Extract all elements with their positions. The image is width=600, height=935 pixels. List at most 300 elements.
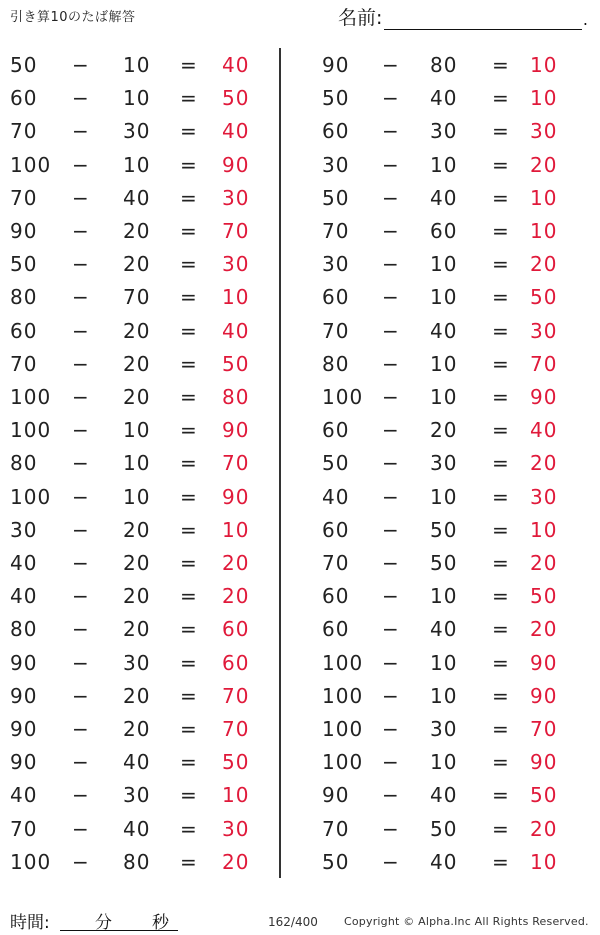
equals-sign: =	[180, 252, 198, 277]
problem-row	[306, 248, 586, 281]
equals-sign: =	[492, 86, 510, 111]
equals-sign: =	[492, 517, 510, 542]
minuend: 90	[10, 750, 38, 775]
problem-row	[0, 215, 280, 248]
subtrahend: 10	[430, 650, 458, 675]
equals-sign: =	[492, 152, 510, 177]
equals-sign: =	[492, 385, 510, 409]
minuend: 90	[10, 219, 38, 243]
equals-sign: =	[492, 650, 510, 675]
problem-row	[0, 580, 280, 613]
subtrahend: 20	[430, 418, 458, 443]
answer: 20	[222, 849, 250, 874]
answer: 90	[530, 750, 558, 775]
problem-row	[306, 315, 586, 348]
minuend: 70	[10, 185, 38, 210]
minus-sign: −	[72, 418, 90, 443]
problem-row	[0, 547, 280, 580]
name-field	[338, 4, 588, 30]
answer: 40	[222, 318, 250, 343]
minus-sign: −	[382, 318, 400, 343]
minus-sign: −	[382, 385, 400, 409]
minus-sign: −	[72, 152, 90, 177]
equals-sign: =	[180, 551, 198, 575]
subtrahend: 20	[123, 351, 151, 376]
subtrahend: 20	[123, 551, 151, 575]
answer: 10	[530, 86, 558, 111]
minus-sign: −	[382, 152, 400, 177]
problem-row	[306, 680, 586, 713]
answer: 10	[530, 517, 558, 542]
subtrahend: 10	[123, 86, 151, 111]
subtrahend: 10	[430, 484, 458, 509]
equals-sign: =	[180, 285, 198, 310]
answer: 90	[222, 484, 250, 509]
problem-row	[306, 481, 586, 514]
minuend: 100	[322, 650, 364, 675]
minuend: 90	[10, 650, 38, 675]
minus-sign: −	[382, 617, 400, 642]
minus-sign: −	[72, 584, 90, 609]
equals-sign: =	[180, 86, 198, 111]
equals-sign: =	[180, 717, 198, 741]
minus-sign: −	[72, 385, 90, 409]
name-end-dot: .	[582, 10, 588, 29]
minuend: 90	[322, 783, 350, 808]
answer: 60	[222, 650, 250, 675]
subtrahend: 10	[430, 285, 458, 310]
minuend: 50	[322, 185, 350, 210]
minuend: 60	[322, 119, 350, 144]
answer: 60	[222, 617, 250, 642]
problem-row	[0, 647, 280, 680]
minuend: 90	[10, 717, 38, 741]
name-blank-line	[384, 7, 582, 30]
problem-row	[306, 82, 586, 115]
answer: 10	[530, 53, 558, 77]
subtrahend: 30	[430, 717, 458, 741]
minus-sign: −	[382, 484, 400, 509]
problem-row	[0, 813, 280, 846]
equals-sign: =	[180, 584, 198, 609]
subtrahend: 60	[430, 219, 458, 243]
minus-sign: −	[382, 783, 400, 808]
minus-sign: −	[382, 86, 400, 111]
answer: 20	[222, 551, 250, 575]
answer: 10	[222, 285, 250, 310]
subtrahend: 80	[430, 53, 458, 77]
answer: 30	[222, 816, 250, 841]
subtrahend: 40	[430, 318, 458, 343]
problem-row	[0, 115, 280, 148]
equals-sign: =	[492, 584, 510, 609]
minus-sign: −	[72, 717, 90, 741]
equals-sign: =	[492, 451, 510, 476]
problem-row	[306, 215, 586, 248]
minus-sign: −	[382, 185, 400, 210]
problem-row	[0, 746, 280, 779]
subtrahend: 30	[123, 783, 151, 808]
equals-sign: =	[492, 252, 510, 277]
answer: 10	[222, 517, 250, 542]
equals-sign: =	[180, 385, 198, 409]
subtrahend: 20	[123, 385, 151, 409]
subtrahend: 10	[430, 683, 458, 708]
minuend: 70	[322, 219, 350, 243]
minuend: 100	[10, 849, 52, 874]
minuend: 100	[322, 717, 364, 741]
equals-sign: =	[180, 185, 198, 210]
answer: 20	[530, 617, 558, 642]
equals-sign: =	[492, 816, 510, 841]
answer: 90	[530, 385, 558, 409]
problem-row	[306, 115, 586, 148]
equals-sign: =	[492, 750, 510, 775]
problem-row	[306, 746, 586, 779]
minuend: 60	[10, 318, 38, 343]
minus-sign: −	[72, 750, 90, 775]
answer: 20	[530, 152, 558, 177]
minus-sign: −	[72, 551, 90, 575]
answer: 50	[222, 351, 250, 376]
minus-sign: −	[72, 119, 90, 144]
copyright-notice: Copyright © Alpha.Inc All Rights Reserved.	[344, 915, 589, 928]
answer: 50	[222, 750, 250, 775]
problem-row	[306, 647, 586, 680]
equals-sign: =	[180, 750, 198, 775]
minus-sign: −	[72, 816, 90, 841]
answer: 20	[530, 551, 558, 575]
equals-sign: =	[492, 285, 510, 310]
minuend: 50	[10, 53, 38, 77]
minuend: 100	[322, 750, 364, 775]
minus-sign: −	[72, 285, 90, 310]
minus-sign: −	[72, 86, 90, 111]
problem-row	[306, 182, 586, 215]
minus-sign: −	[72, 53, 90, 77]
problem-row	[306, 547, 586, 580]
equals-sign: =	[180, 318, 198, 343]
minus-sign: −	[72, 650, 90, 675]
subtrahend: 20	[123, 584, 151, 609]
equals-sign: =	[180, 816, 198, 841]
equals-sign: =	[492, 617, 510, 642]
seconds-label: 秒	[152, 913, 169, 933]
problem-row	[0, 481, 280, 514]
minuend: 100	[322, 385, 364, 409]
minus-sign: −	[72, 351, 90, 376]
problem-row	[0, 182, 280, 215]
equals-sign: =	[492, 219, 510, 243]
minuend: 70	[10, 119, 38, 144]
minus-sign: −	[382, 252, 400, 277]
subtrahend: 20	[123, 517, 151, 542]
subtrahend: 40	[430, 86, 458, 111]
problem-row	[0, 680, 280, 713]
problem-row	[0, 381, 280, 414]
answer: 90	[530, 683, 558, 708]
problem-row	[0, 82, 280, 115]
answer: 30	[530, 484, 558, 509]
subtrahend: 20	[123, 252, 151, 277]
problem-row	[306, 414, 586, 447]
equals-sign: =	[180, 683, 198, 708]
equals-sign: =	[492, 683, 510, 708]
minuend: 50	[322, 451, 350, 476]
equals-sign: =	[492, 318, 510, 343]
subtrahend: 40	[430, 617, 458, 642]
minuend: 70	[322, 551, 350, 575]
subtrahend: 30	[430, 119, 458, 144]
subtrahend: 20	[123, 717, 151, 741]
minus-sign: −	[382, 418, 400, 443]
subtrahend: 40	[123, 750, 151, 775]
minus-sign: −	[72, 318, 90, 343]
subtrahend: 10	[123, 152, 151, 177]
minus-sign: −	[382, 517, 400, 542]
equals-sign: =	[180, 783, 198, 808]
problem-row	[306, 779, 586, 812]
subtrahend: 10	[123, 451, 151, 476]
minus-sign: −	[382, 816, 400, 841]
subtrahend: 30	[123, 119, 151, 144]
minuend: 100	[10, 418, 52, 443]
minuend: 60	[322, 517, 350, 542]
minus-sign: −	[382, 219, 400, 243]
answer: 10	[530, 185, 558, 210]
minuend: 100	[322, 683, 364, 708]
problem-row	[306, 49, 586, 82]
equals-sign: =	[180, 517, 198, 542]
minus-sign: −	[382, 650, 400, 675]
answer: 40	[222, 53, 250, 77]
problem-row	[0, 447, 280, 480]
minuend: 60	[10, 86, 38, 111]
minuend: 70	[322, 816, 350, 841]
problem-row	[0, 713, 280, 746]
equals-sign: =	[492, 185, 510, 210]
minus-sign: −	[382, 53, 400, 77]
subtrahend: 40	[430, 185, 458, 210]
answer: 10	[530, 849, 558, 874]
subtrahend: 40	[123, 816, 151, 841]
minuend: 90	[322, 53, 350, 77]
equals-sign: =	[492, 783, 510, 808]
problem-row	[306, 348, 586, 381]
equals-sign: =	[180, 484, 198, 509]
problem-row	[0, 348, 280, 381]
subtrahend: 20	[123, 219, 151, 243]
equals-sign: =	[180, 53, 198, 77]
problem-row	[0, 49, 280, 82]
minuend: 100	[10, 484, 52, 509]
equals-sign: =	[180, 451, 198, 476]
problem-row	[306, 813, 586, 846]
answer: 70	[530, 351, 558, 376]
equals-sign: =	[180, 152, 198, 177]
minuend: 30	[10, 517, 38, 542]
equals-sign: =	[492, 53, 510, 77]
answer: 30	[222, 252, 250, 277]
problem-row	[0, 514, 280, 547]
answer: 50	[530, 584, 558, 609]
equals-sign: =	[180, 351, 198, 376]
minus-sign: −	[72, 683, 90, 708]
minus-sign: −	[72, 484, 90, 509]
answer: 90	[530, 650, 558, 675]
problem-row	[0, 779, 280, 812]
subtrahend: 20	[123, 617, 151, 642]
answer: 80	[222, 385, 250, 409]
problem-row	[306, 613, 586, 646]
answer: 70	[222, 717, 250, 741]
problem-row	[0, 846, 280, 879]
equals-sign: =	[492, 717, 510, 741]
equals-sign: =	[492, 418, 510, 443]
answer: 30	[530, 119, 558, 144]
minuend: 90	[10, 683, 38, 708]
minus-sign: −	[382, 119, 400, 144]
minuend: 70	[322, 318, 350, 343]
subtrahend: 10	[430, 252, 458, 277]
equals-sign: =	[492, 849, 510, 874]
subtrahend: 10	[430, 152, 458, 177]
answer: 10	[222, 783, 250, 808]
subtrahend: 10	[123, 484, 151, 509]
minuend: 40	[322, 484, 350, 509]
minuend: 30	[322, 152, 350, 177]
subtrahend: 20	[123, 683, 151, 708]
equals-sign: =	[180, 617, 198, 642]
subtrahend: 40	[123, 185, 151, 210]
subtrahend: 40	[430, 783, 458, 808]
subtrahend: 40	[430, 849, 458, 874]
subtrahend: 30	[430, 451, 458, 476]
minuend: 70	[10, 816, 38, 841]
minus-sign: −	[382, 849, 400, 874]
answer: 10	[530, 219, 558, 243]
problem-row	[306, 149, 586, 182]
minus-sign: −	[382, 584, 400, 609]
minus-sign: −	[382, 717, 400, 741]
problem-row	[0, 281, 280, 314]
problem-row	[0, 248, 280, 281]
equals-sign: =	[492, 551, 510, 575]
problem-row	[0, 613, 280, 646]
minus-sign: −	[382, 750, 400, 775]
equals-sign: =	[180, 650, 198, 675]
subtrahend: 10	[123, 418, 151, 443]
answer: 40	[222, 119, 250, 144]
problem-row	[0, 315, 280, 348]
equals-sign: =	[492, 119, 510, 144]
page-number: 162/400	[268, 915, 318, 929]
minus-sign: −	[72, 219, 90, 243]
subtrahend: 20	[123, 318, 151, 343]
answer: 40	[530, 418, 558, 443]
problem-row	[306, 381, 586, 414]
time-label: 時間:	[10, 913, 50, 933]
minuend: 100	[10, 152, 52, 177]
equals-sign: =	[180, 119, 198, 144]
subtrahend: 50	[430, 551, 458, 575]
answer: 20	[530, 816, 558, 841]
subtrahend: 50	[430, 517, 458, 542]
minus-sign: −	[72, 517, 90, 542]
minuend: 80	[322, 351, 350, 376]
subtrahend: 10	[430, 750, 458, 775]
answer: 70	[530, 717, 558, 741]
equals-sign: =	[180, 418, 198, 443]
subtrahend: 10	[430, 584, 458, 609]
equals-sign: =	[180, 849, 198, 874]
problem-row	[306, 580, 586, 613]
answer: 50	[530, 783, 558, 808]
minus-sign: −	[382, 551, 400, 575]
problem-row	[0, 414, 280, 447]
minus-sign: −	[382, 285, 400, 310]
minuend: 40	[10, 551, 38, 575]
minus-sign: −	[72, 185, 90, 210]
minuend: 60	[322, 584, 350, 609]
minus-sign: −	[72, 451, 90, 476]
answer: 70	[222, 683, 250, 708]
answer: 20	[530, 451, 558, 476]
answer: 70	[222, 451, 250, 476]
subtrahend: 10	[123, 53, 151, 77]
minus-sign: −	[382, 683, 400, 708]
problem-row	[0, 149, 280, 182]
answer: 20	[530, 252, 558, 277]
minus-sign: −	[72, 783, 90, 808]
minuend: 60	[322, 617, 350, 642]
answer: 30	[222, 185, 250, 210]
minus-sign: −	[72, 849, 90, 874]
problem-row	[306, 846, 586, 879]
minuend: 80	[10, 451, 38, 476]
footer	[0, 900, 600, 935]
answer: 70	[222, 219, 250, 243]
subtrahend: 80	[123, 849, 151, 874]
minus-sign: −	[72, 617, 90, 642]
minuend: 60	[322, 285, 350, 310]
minuend: 60	[322, 418, 350, 443]
subtrahend: 10	[430, 351, 458, 376]
problem-row	[306, 514, 586, 547]
problem-row	[306, 713, 586, 746]
subtrahend: 50	[430, 816, 458, 841]
answer: 20	[222, 584, 250, 609]
minuend: 40	[10, 783, 38, 808]
minus-sign: −	[382, 451, 400, 476]
answer: 30	[530, 318, 558, 343]
minutes-label: 分	[95, 913, 112, 933]
subtrahend: 30	[123, 650, 151, 675]
answer: 90	[222, 152, 250, 177]
worksheet-title: 引き算10のたば解答	[10, 10, 136, 25]
minuend: 30	[322, 252, 350, 277]
minuend: 50	[322, 86, 350, 111]
minuend: 50	[10, 252, 38, 277]
minuend: 70	[10, 351, 38, 376]
minus-sign: −	[72, 252, 90, 277]
minuend: 40	[10, 584, 38, 609]
answer: 50	[530, 285, 558, 310]
problem-row	[306, 447, 586, 480]
problem-row	[306, 281, 586, 314]
equals-sign: =	[492, 351, 510, 376]
answer: 90	[222, 418, 250, 443]
